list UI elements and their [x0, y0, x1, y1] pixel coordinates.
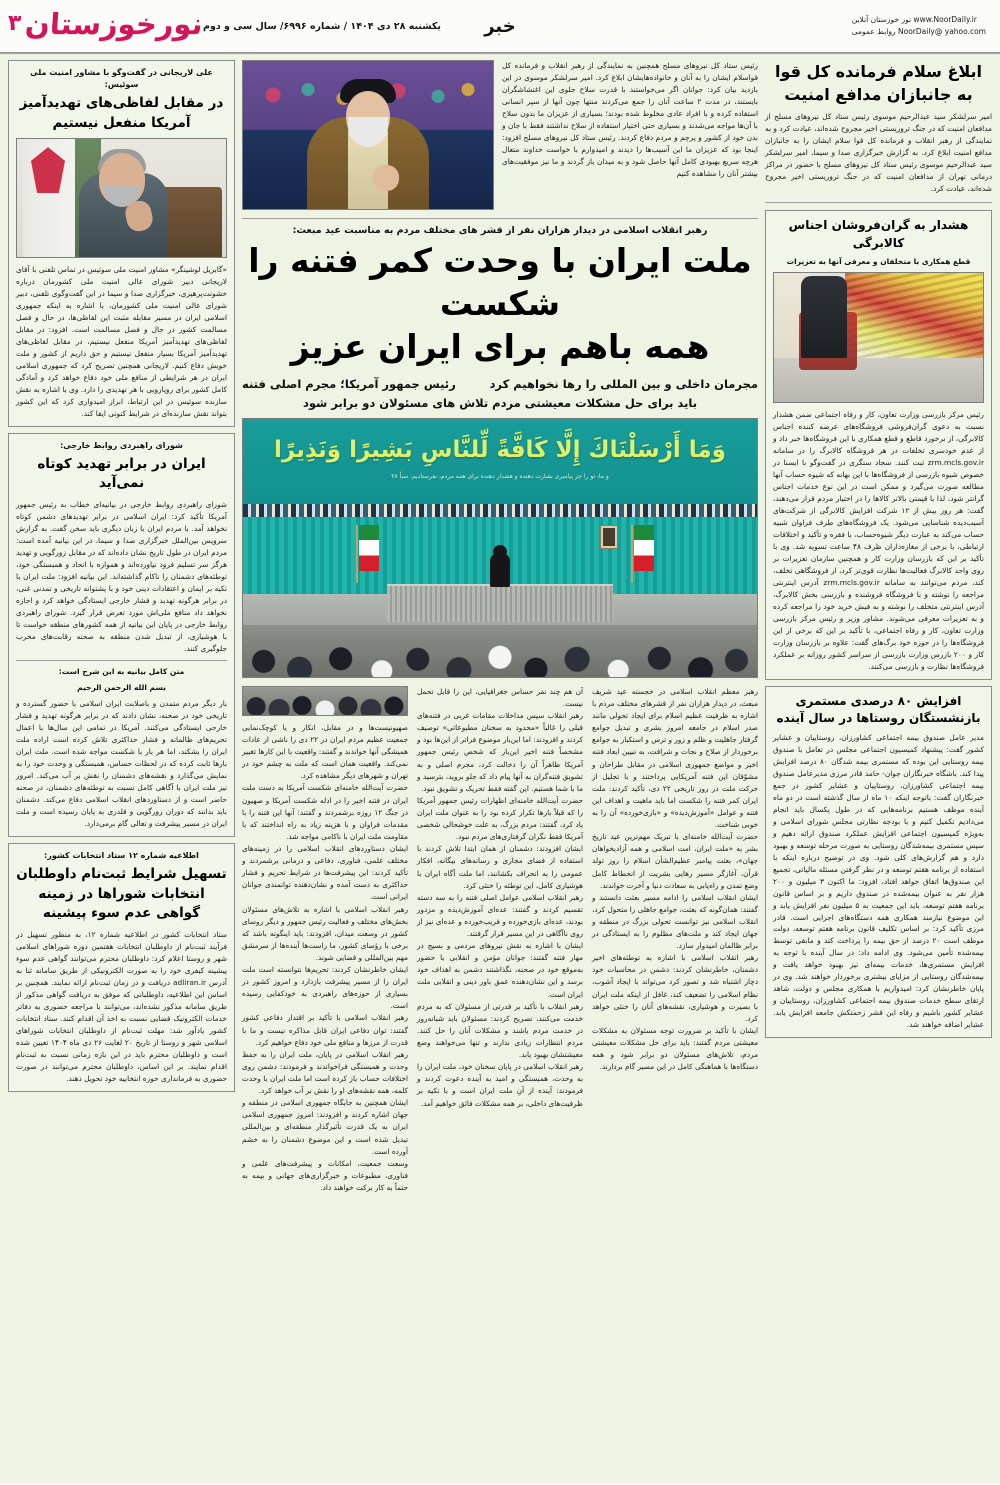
overpricing-body: رئیس مرکز بازرسی وزارت تعاون، کار و رفاه اجتماعی ضمن هشدار نسبت به دعوی گران‌فروشی فروشگاه‌های عرضه کننده اجناس کالابرگی، از برخورد قاطع و قطع همکاری با این فروشگاه‌ها خبر داد و از عدم خودسری تخلفات در هر فروشگاه کالابرگ را در سامانه zrm.mcls.gov.ir ثبت کنند. سجاد سنگری در گفت‌وگو با ایسنا در خصوص شیوه بازرسی از فروشگاه‌ها با این بهانه که شیوه حساب آنها مطالعه صورت می‌گیرد و ممکن است در این نوع خدمات اجناس گرانتر شود، لذا با قیمتی بالاتر کالاها را در اختیار مردم قرار می‌دهند، گفت: هر روز بیش از ۱۲ شرکت افزایش کالابرگی از شرکت‌های آسیب‌دیده شناسایی می‌شود. یک فروشگاه‌های طرف فراوان شبیه حساب می‌کند به عبارت دیگر شیوه‌حساب، با فقره و تأکید و اختلافات ارتباطی، با برخی از مغازه‌داران ظرف ۴۸ ساعت تسویه شد. وی با تأکید بر این که بازرسان وزارت کار و همچنین سازمان تعزیرات بر روی واحد کالابرگ فعالیت‌ها نظارت قوی‌تر کرد، از فروشگاهی تخلف، کند، مردم می‌توانند به سامانه zrm.mcls.gov.ir آدرس اینترنتی مراجعه را نوشته و با فروشگاه فروشنده و بازرسی بخش کالابرگ، آدرس اینترنتی متخلف را نوشته و به فیش خرید خود را مراجعه کرده و به تعزیرات معرفی می‌شوند. مشاور وزیر و رئیس مرکز بازرسی وزارت تعاون، کار و رفاه اجتماعی، با تأکید بر این که برخی از این فروشگاه‌ها را در حوزه خود برگ‌های گفت: علاوه بر بازرسان وزارت کار و ۲۰۰ بازرس وزارت بازرسی از سراسر کشور روزانه بر عملکرد فروشگاه‌ها نظارت و بازرسی می‌کنند.: [773, 410, 985, 671]
hall-meeting-photo: [242, 418, 758, 678]
main-column: [242, 60, 758, 1194]
article-election-notice: [8, 843, 235, 1091]
top-row: [8, 60, 992, 1194]
commander-body: امیر سرلشکر سید عبدالرحیم موسوی رئیس ستاد کل نیروهای مسلح از مدافعان امنیت که در جنگ تروریستی اخیر مجروح شده‌اند، عیادت کرد و به نمایندگی از رهبر انقلاب و فرمانده کل قوا سلام ایشان را به جانبازان مدافع امنیت ابلاغ کرد. به گزارش خبرگزاری صدا و سیما، امیر سرلشکر سید عبدالرحیم موسوی رئیس ستاد کل نیروهای مسلح با حضور در مراکز درمانی تهران از مدافعان امنیت که در جنگ تروریستی اخیر مجروح شده‌اند، عیادت کرد.: [765, 112, 992, 194]
article-strategic-council: [8, 433, 235, 837]
page-body: [0, 54, 1000, 1485]
quran-calligraphy: وَمَا أَرْسَلْنَاكَ إِلَّا كَافَّةً لِّلنَّاسِ بَشِيرًا وَنَذِيرًا: [274, 436, 726, 463]
lead-kicker: رهبر انقلاب اسلامی در دیدار هزاران نفر از قشر های مختلف مردم به مناسبت عید مبعث:: [292, 225, 708, 236]
lead-col-left-p3: رهبر انقلاب اسلامی با اشاره به تلاش‌های مسئولان بخش‌های مختلف و فعالیت رئیس جمهور و دیگر روسای کشور در وسعت میدان، افزودند: باید اینگونه باشد که برخی با رؤسای کشور، ما راست‌ها آینده‌ها از سرمشق مهم بین‌المللی و قضایی شوند.: [242, 904, 408, 962]
larijani-kicker: علی لاریجانی در گفت‌وگو با مشاور امنیت ملی سوئیس:: [30, 68, 213, 89]
newspaper-logo: نورخوزستان: [24, 6, 205, 41]
lead-col-right-p0: رهبر معظم انقلاب اسلامی در خجسته عید شریف مبعث، در دیدار هزاران نفر از قشرهای مختلف مردم با اشاره به ظرفیت عظیم اسلام برای ایجاد تحولی مانند صدر اسلام در جامعه امروز بشری و تبدیل جوامع گرفتار جاهلیت و ظلم و زور و ترس و استکبار به جوامع برخوردار از صلاح و نجات و شرافت، به تبیین ابعاد فتنه اخیر و مواضع جمهوری اسلامی در مقابل طراحان و مشوّقان این فتنه آمریکایی پرداختند و با تجلیل از حرکت ملت در روز تاریخی ۲۲ دی، تأکید کردند: ملت ایران کمر فتنه را شکست اما باید ماهیت و اهداف این فتنه و عوامل «آموزش‌دیده» و «بازی‌خورده» آن را به خوبی شناخت.: [592, 686, 758, 830]
larijani-headline: در مقابل لفاظی‌های تهدیدآمیز آمریکا منفعل نیستیم: [19, 95, 224, 131]
commander-headline: ابلاغ سلام فرمانده کل قوا به جانبازان مدافع امنیت: [774, 62, 983, 105]
supermarket-photo: [773, 272, 984, 403]
divider: [765, 202, 992, 203]
chair-shape: [160, 187, 222, 257]
letter-salutation: بسم الله الرحمن الرحیم: [77, 683, 166, 693]
page-number: ۳: [8, 11, 22, 36]
council-kicker: شورای راهبردی روابط خارجی:: [60, 440, 183, 450]
election-body: ستاد انتخابات کشور در اطلاعیه شماره ۱۲، به منظور تسهیل در فرآیند ثبت‌نام از داوطلبان انتخابات هفتمین دوره شوراهای اسلامی شهر و روستا اعلام کرد: داوطلبان محترم می‌توانند گواهی عدم سوء پیشینه کیفری خود را به صورت الکترونیکی از طریق سامانه ثنا به آدرس adliran.ir دریافت و در زمان ثبت‌نام ارائه نمایند. همچنین بر اساس این اطلاعیه، داوطلبانی که موفق به دریافت گواهی مذکور از طریق سامانه مذکور نشده‌اند، می‌توانند با مراجعه حضوری به دفاتر خدمات الکترونیک قضایی نسبت به اخذ آن اقدام کنند. ستاد انتخابات کشور یادآور شد: مهلت ثبت‌نام از داوطلبان انتخابات شوراهای اسلامی شهر و روستا از تاریخ ۲۰ لغایت ۲۶ دی ماه ۱۴۰۴ تعیین شده است و داوطلبان محترم باید در این بازه زمانی نسبت به ثبت‌نام اقدام نمایند. بر این اساس، داوطلبان محترم می‌توانند در صورت حضوری به فرمانداری حوزه انتخابیه خود تحویل دهند.: [16, 929, 228, 1083]
khomeini-portrait-icon: [600, 525, 618, 549]
audience-crowd: [243, 625, 757, 677]
crowd-strip-photo: [242, 686, 408, 716]
pension-headline: افزایش ۸۰ درصدی مستمری بازنشستگان روستاها در سال آینده: [776, 693, 981, 726]
lead-col-left-p0: صهیونیست‌ها و در مقابل، انکار و یا کوچک‌نمایی جمعیت عظیم مردم ایران در ۲۲ دی را ناشی از عادات همیشگی آنها خواندند و گفتند: واقعیت با این کارها تغییر نمی‌کند. واقعیت همان است که ملت به چشم خود در تهران و شهرهای دیگر مشاهده کرد.: [242, 722, 408, 781]
leader-hand: [373, 165, 399, 191]
letter-heading: متن کامل بیانیه به این شرح است:: [58, 666, 185, 676]
lead-col-right-p2: ایشان انقلاب اسلامی را ادامه مسیر بعثت دانستند و گفتند: همان‌گونه که بعثت، جوامع جاهلی را متحول کرد، انقلاب اسلامی نیز توانست تحولی بزرگ در منطقه و جهان ایجاد کند و ملت‌های مظلوم را به ایستادگی در برابر ظالمان امیدوار سازد.: [592, 892, 758, 951]
shopper-figure: [801, 276, 847, 359]
letter-body: بار دیگر مردم متمدن و باصلابت ایران اسلامی با حضور گسترده و تاریخی خود در صحنه، نشان دادند که در برابر هرگونه تهدید و فشار خارجی ایستادگی می‌کنند. آمریکا در تمامی این سال‌ها با اعمال تحریم‌های ظالمانه و فشار حداکثری تلاش کرده است اراده ملت ایران را بشکند، اما هر بار با شکست مواجه شده است. ملت ایران بارها ثابت کرده که در لحظات حساس، همبستگی و وحدت خود را به نمایش می‌گذارد و نقشه‌های دشمنان را نقش بر آب می‌کند. امروز نیز ملت ایران با آگاهی کامل نسبت به توطئه‌های دشمنان، در صحنه حاضر است و از دستاوردهای انقلاب اسلامی دفاع می‌کند. دشمنان باید بدانند که دوران زورگویی و قلدری به پایان رسیده است و ملت ایران در مسیر پیشرفت و تعالی گام برمی‌دارد.: [16, 699, 227, 829]
lead-sub-bottom: باید برای حل مشکلات معیشتی مردم تلاش های مسئولان دو برابر شود: [302, 395, 698, 410]
leader-portrait-photo: [242, 60, 494, 210]
commander-greeting-body: رئیس ستاد کل نیروهای مسلح همچنین به نمایندگی از رهبر انقلاب و فرمانده کل قواسلام ایشان را به آنان و خانواده‌هایشان ابلاغ کرد. امیر سرلشکر موسوی در این بازدید بیان کرد: جوانان اگر می‌خواستند با قدرت سلاح جلوی این اغتشاشگران بایستند، در مدت ۲ ساعت آنان را جمع می‌کردند منتها چون آنها از سپر انسانی استفاده کرده و با افراد عادی مخلوط شده بودند؛ بسیاری از عزیزان ما بدون سلاح با آن‌ها مواجه می‌شدند و بسیاری حتی اختیار استفاده از سلاح نداشتند فقط با جان و بدن خود از کشور و پرچم و مردم دفاع کردند. رئیس ستاد کل نیروهای مسلح افزود: اینجا بود که عزیزان ما این آسیب‌ها را دیدند و امیدوارم با خواست خداوند متعال هرچه سریع بهبودی کامل آنها حاصل شود و به میدان باز گردند و ما نیز موفقیت‌های بیشتر آنان را مشاهده کنیم: [502, 61, 758, 178]
council-body: شورای راهبردی روابط خارجی در بیانیه‌ای خطاب به رئیس جمهور آمریکا تأکید کرد: ایران اسلامی در برابر تهدیدهای دشمن کوتاه نخواهد آمد. با مردم ایران با زبان دیگری باید سخن گفت. به گزارش سرویس بین‌الملل خبرگزاری صدا و سیما، در این بیانیه آمده است: مردم ایران در طول تاریخ نشان داده‌اند که در مقابل زورگویی و تهدید هرگز سر تسلیم فرود نیاورده‌اند و همواره با اتحاد و همبستگی خود، توطئه‌های دشمنان را ناکام گذاشته‌اند. این بیانیه افزود: ملت ایران با تکیه بر ایمان و اعتقادات دینی خود و با پشتوانه تاریخی و تمدنی غنی، در برابر هرگونه تهدید و فشار خارجی ایستادگی خواهد کرد و اجازه نخواهد داد منافع ملی‌اش مورد تعرض قرار گیرد. شورای راهبردی روابط خارجی در پایان این بیانیه از همه کشورهای منطقه خواست تا با هوشیاری، از تبدیل شدن منطقه به صحنه رقابت‌های مخرب جلوگیری کنند.: [16, 500, 227, 653]
lead-col-mid-p3: ایشان افزودند: دشمنان از همان ابتدا تلاش کردند با استفاده از فضای مجازی و رسانه‌های بیگانه، افکار عمومی را به انحراف بکشانند، اما ملت آگاه ایران با هوشیاری کامل، این توطئه را خنثی کرد.: [417, 844, 583, 890]
section-title: خبر: [484, 15, 516, 37]
lead-col-left-p7: ایشان همچنین به جایگاه جمهوری اسلامی در منطقه و جهان اشاره کردند و افزودند: امروز جمهوری اسلامی ایران به یک قدرت تأثیرگذار منطقه‌ای و بین‌المللی تبدیل شده است و این موضوع دشمنان را به خشم آورده است.: [242, 1098, 408, 1156]
lead-col-mid-p6: رهبر انقلاب با تأکید بر قدرتی از مسئولان که به مردم خدمت می‌کنند، تصریح کردند: مسئولان باید شبانه‌روز در خدمت مردم باشند و مشکلات آنان را حل کنند. مردم انتظارات زیادی ندارند و تنها می‌خواهند وضع معیشتشان بهبود یابد.: [417, 1001, 583, 1060]
lead-col-mid-p0: آن هم چند نفر حساس جغرافیایی، این را قابل تحمل نیست.: [417, 686, 583, 708]
iran-flag-left-icon: [356, 525, 379, 581]
larijani-body: «گابریل لوشینگر» مشاور امنیت ملی سوئیس در تماس تلفنی با آقای لاریجانی دبیر شورای عالی امنیت ملی کشورمان درباره خشونت‌پرهیزی، خبرگزاری صدا و سیما در این گفت‌وگوی تلفنی، دبیر شورای عالی امنیت ملی کشورمان، با اشاره به اینکه جمهوری اسلامی ایران در مسیر مقابله مثبت این لفاظی‌ها، در حال و فصل مسالمت کشور در حال و فصل مسالمت است. افزود: در مقابل لفاظی‌های تهدیدآمیز آمریکا منفعل نیستیم، در مقابل لفاظی‌های تهدیدآمیز آمریکا بسیار منفعل نیستیم و حق داریم از کشور و ملت خویش دفاع کنیم. لاریجانی همچنین تصریح کرد که جمهوری اسلامی ایران در هر شرایطی از منافع ملی خود دفاع خواهد کرد و آمادگی کامل کشور برای رویارویی با هر تهدیدی را دارد. وی با اشاره به نقش سازنده سوئیس در این ارتباط، ابراز امیدواری کرد که این کشور بتواند نقش سازنده‌ای در شرایط کنونی ایفا کند.: [16, 265, 227, 418]
election-headline: تسهیل شرایط ثبت‌نام داوطلبان انتخابات شوراها در زمینه گواهی عدم سوء پیشینه: [16, 866, 227, 922]
iran-flag-right-icon: [631, 525, 654, 581]
lead-col-left-p4: ایشان خاطرنشان کردند: تحریم‌ها نتوانسته است ملت ایران را از مسیر پیشرفت بازدارد و امروز کشور در بسیاری از حوزه‌های راهبردی به خودکفایی رسیده است.: [242, 965, 408, 1011]
lead-col-mid-p5: ایشان با اشاره به نقش نیروهای مردمی و بسیج در مهار فتنه گفتند: جوانان مؤمن و انقلابی با حضور به‌موقع خود در صحنه، نگذاشتند دشمن به اهداف خود برسد و این نشان‌دهنده عمق باور دینی و انقلابی ملت ایران است.: [417, 941, 583, 999]
right-sidebar: [8, 60, 235, 1092]
lead-col-mid-p2: حضرت آیت‌الله خامنه‌ای اظهارات رئیس جمهور آمریکا را که قبلاً بارها تکرار کرده بود را به عنوان ملت ایران یاد کرد، گفتند: مردم بزرگ، به علت خوشحالی شخصی آمریکا فقط نگران گرفتاری‌های مردم نبود.: [417, 795, 583, 842]
lead-col-mid-p7: رهبر انقلاب اسلامی در پایان سخنان خود، ملت ایران را به وحدت، همبستگی و امید به آینده دعوت کردند و فرمودند: آینده از آنِ ملت ایران است و با تکیه بر ظرفیت‌های داخلی، بر همه مشکلات فائق خواهیم آمد.: [417, 1062, 583, 1108]
lead-headline-line1: ملت ایران با وحدت کمر فتنه را شکست: [248, 241, 752, 323]
left-sidebar: [765, 60, 992, 1038]
lead-story: [242, 225, 758, 678]
masthead: [0, 0, 1000, 54]
divider: [16, 660, 227, 661]
website-line: نور خوزستان آنلاین www.NoorDaily.ir: [851, 15, 977, 25]
lead-col-right-p3: رهبر انقلاب اسلامی با اشاره به توطئه‌های اخیر دشمنان، خاطرنشان کردند: دشمن در محاسبات خود دچار اشتباه شد و تصور کرد می‌تواند با ایجاد آشوب، نظام اسلامی را تضعیف کند، غافل از اینکه ملت ایران با بصیرت و هوشیاری، نقشه‌های آنان را خنثی خواهد کرد.: [592, 953, 758, 1023]
lead-col-left-p8: وسعت جمعیت، امکانات و پیشرفت‌های علمی و فناوری، مطبوعات و خبرگزاری‌های جهانی و بیمه به حتماً به کار برکت خواهند داد.: [242, 1158, 408, 1193]
overpricing-subhead: قطع همکاری با متخلفان و معرفی آنها به تعزیرات: [786, 257, 971, 267]
masthead-logo-wrap: [8, 6, 205, 43]
lead-sub-right: رئیس جمهور آمریکا؛ مجرم اصلی فتنه: [242, 376, 456, 391]
lead-col-mid-p4: رهبر انقلاب اسلامی عوامل اصلی فتنه را به سه دسته تقسیم کردند و گفتند: عده‌ای آموزش‌دیده و مزدور بودند، عده‌ای بازی‌خورده و فریب‌خورده و عده‌ای نیز از روی ناآگاهی در این مسیر قرار گرفتند.: [417, 892, 583, 939]
masthead-left: [8, 0, 451, 52]
election-kicker: اطلاعیه شماره ۱۲ ستاد انتخابات کشور:: [44, 851, 199, 861]
stage-platform: [387, 584, 613, 622]
lead-col-left-p5: رهبر انقلاب اسلامی با تأکید بر اقتدار دفاعی کشور گفتند: توان دفاعی ایران قابل مذاکره نیست و ما با قدرت از مرزها و منافع ملی خود دفاع خواهیم کرد.: [242, 1013, 408, 1047]
lead-col-left-p2: ایشان دستاوردهای انقلاب اسلامی را در زمینه‌های مختلف علمی، فناوری، دفاعی و درمانی برشمردند و تأکید کردند: این پیشرفت‌ها در شرایط تحریم و فشار حداکثری به دست آمده و نشان‌دهنده توانمندی جوانان ایرانی است.: [242, 843, 408, 902]
pension-body: مدیر عامل صندوق بیمه اجتماعی کشاورزان، روستاییان و عشایر کشور گفت: پیشنهاد کمیسیون اجتماعی مجلس در تعامل با صندوق بیمه روستایی این بوده که مستمری بیمه شدگان ۸۰ درصد افزایش پیدا کند. باشگاه خبرنگاران جوان- حامد قادر مرزی مدیرعامل صندوق بیمه اجتماعی کشاورزان، روستاییان و عشایر کشور در جمع خبرنگاران گفت: باتوجه اینکه ۱۰ ماه از سال گذشته است در دو ماه آینده موظف هستیم برنامه‌هایی که در طول یکسال باید انجام می‌دادیم تکمیل کنیم و با بودجه نظارتی مجلس شورای اسلامی و به‌ویژه کمیسیون اجتماعی افزایش عملکرد صندوق ارائه دهیم و سپس مستمری بیمه‌شدگان روستایی به صورت مرحله توسعه و بهبود دارد و هم گزارش‌های کلی شود. وی در توضیح درباره اینکه با استفاده از برنامه هفتم توسعه و در نظر گرفتن مسئله مالیاتی، تجمیع این صندوق‌ها اتفاق خواهد افتاد، افزود: ما اکنون ۳ میلیون و ۲۰۰ هزار نفر به عنوان بیمه‌شده در صندوق داریم و بر اساس قانون برنامه هفتم توسعه، باید این جمعیت به ۵ میلیون نفر افزایش یابد و این موضوع نیازمند همکاری همه دستگاه‌های اجرایی است. قادر مرزی تأکید کرد: بر اساس تکلیف قانون برنامه هفتم توسعه، دولت موظف است ۲۰ درصد از حق بیمه را پرداخت کند و مابقی توسط بیمه‌شده تأمین می‌شود. وی ادامه داد: در سال آینده با توجه به افزایش مستمری‌ها، خدمات بیمه‌ای نیز بهبود خواهد یافت و بیمه‌شدگان روستایی از مزایای بیشتری برخوردار خواهند شد. وی در پایان خاطرنشان کرد: امیدواریم با همکاری مجلس و دولت، شاهد ارتقای سطح خدمات صندوق بیمه اجتماعی کشاورزان، روستاییان و عشایر کشور باشیم و رفاه این قشر زحمتکش جامعه افزایش یابد. عشایر اضافه خواهند شد.: [773, 732, 985, 1030]
lead-subheads: [242, 376, 758, 392]
seated-speaker: [490, 553, 510, 587]
lead-col-right-p1: حضرت آیت‌الله خامنه‌ای با تبریک مهم‌ترین عید تاریخ بشر به «ملت ایران، امت اسلامی و همه آزادیخواهان جهان»، بعثت پیامبر عظیم‌الشأن اسلام را روز تولد قرآن، آغازگر مسیر رهایی بشریت از انحطاط کامل وضع تمدن و راه‌یابی به سعادت دنیا و آخرت خواندند.: [592, 832, 758, 890]
lead-col-mid-p1: رهبر انقلاب سپس مداخلات مقامات غربی در فتنه‌های قبلی را غالباً «محدود به سخنان مطبوعاتی» توصیف کردند و افزودند: اما این‌بار موضوع فراتر از این‌ها بود و مشخصاً فتنه اخیر این‌بار که شخص رئیس جمهور آمریکا ظاهراً آن را دخالت کرد، مجرم اصلی و به تشویق فتنه‌گران به آنها پیام داد که جلو بروید، بترسید و ما با شما هستیم. این گفته فقط تحریک و تشویق نبود.: [417, 711, 583, 793]
lead-col-left-p1: حضرت آیت‌الله خامنه‌ای شکست آمریکا به دست ملت ایران در فتنه اخیر را در ادله شکست آمریکا و صهیون در جنگ ۱۲ روزه برشمردند و گفتند: آنها این فتنه را با مقدمات فراوان و با هزینه زیاد به راه انداختند که با مقاومت ملت ایران با ناکامی مواجه شد.: [242, 783, 409, 841]
email-line: روابط عمومی NoorDaily@ yahoo.com: [851, 27, 986, 36]
article-commander-greeting: [765, 60, 992, 195]
divider: [242, 218, 758, 219]
lead-article-columns: [242, 686, 758, 1194]
lead-col-left-p6: رهبر انقلاب اسلامی در پایان، ملت ایران را به حفظ وحدت و همبستگی فراخواندند و فرمودند: دشمن روی اختلافات حساب باز کرده است اما ملت ایران با وحدت کلمه، همه نقشه‌های او را نقش بر آب خواهد کرد.: [242, 1049, 408, 1096]
overpricing-headline: هشدار به گران‌فروشان اجناس کالابرگی: [788, 218, 969, 250]
council-headline: ایران در برابر تهدید کوتاه نمی‌آید: [37, 455, 206, 492]
lead-col-right-p4: ایشان با تأکید بر ضرورت توجه مسئولان به مشکلات معیشتی مردم گفتند: باید برای حل مشکلات معیشتی مردم، تلاش‌های مسئولان دو برابر شود و همه دستگاه‌ها با هماهنگی کامل در این مسیر گام بردارند.: [592, 1025, 758, 1072]
masthead-right: [852, 0, 986, 52]
lead-headline-line2: همه باهم برای ایران عزیز: [290, 326, 710, 366]
article-larijani: [8, 60, 235, 427]
larijani-photo: [16, 138, 227, 258]
article-rural-pension: [765, 686, 992, 1038]
iran-flag-icon: [23, 139, 75, 257]
article-overpricing-warning: [765, 210, 992, 680]
quran-translation: و ما، تو را جز پیامبری بشارت دهنده و هشدار دهنده برای همه مردم، نفرستادیم. سبأ ۲۸: [391, 473, 609, 481]
lead-sub-left: مجرمان داخلی و بین المللی را رها نخواهیم کرد: [489, 376, 758, 391]
lead-col-left: [242, 686, 408, 1194]
lead-col-mid: [417, 686, 583, 1194]
issue-line: یکشنبه ۲۸ دی ۱۴۰۴ / شماره ۶۹۹۶/ سال سی و دوم: [202, 20, 441, 32]
lead-col-right: [592, 686, 758, 1194]
tile-border: [243, 504, 757, 517]
